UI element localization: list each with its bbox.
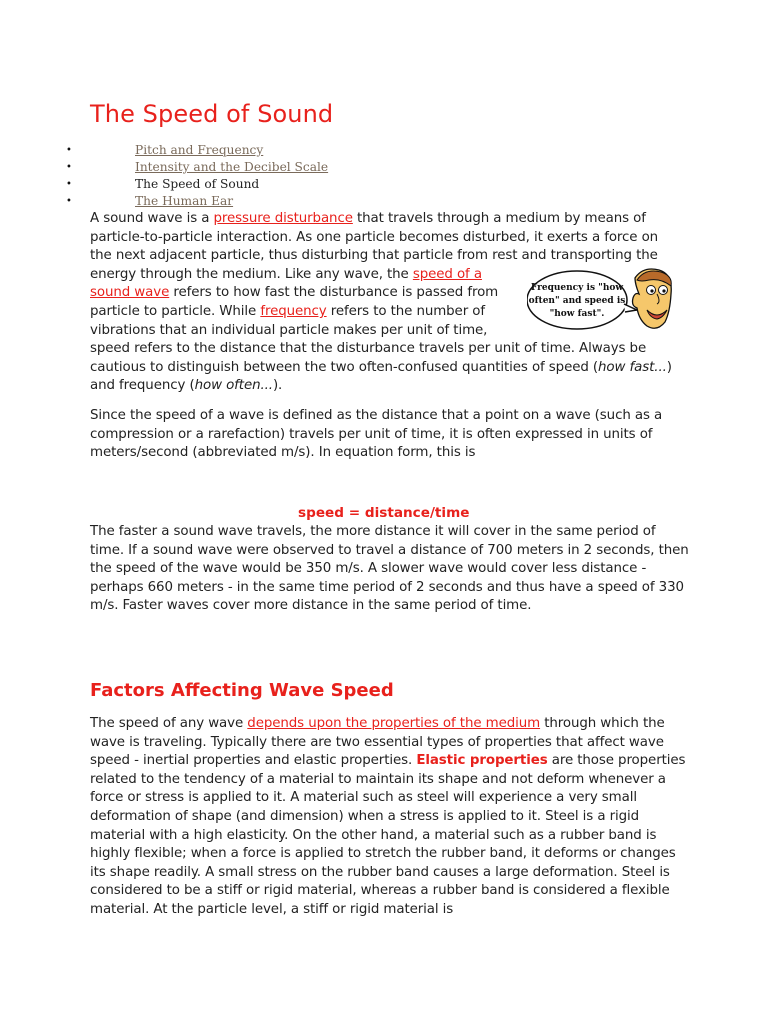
speed-formula: speed = distance/time [298, 505, 470, 521]
bullet-icon: • [66, 196, 72, 207]
bullet-icon: • [66, 145, 72, 156]
bubble-line-1: Frequency is "how [530, 283, 624, 293]
factors-paragraph: The speed of any wave depends upon the properties of the medium through which the wave is traveling. Typically there are two essential types of properties that affect wave speed - inertial properties and elastic properties. Elastic properties are those properties related to the tendency of a material to maintain its shape and not deform whenever a force or stress is applied to it. A material such as steel will experience a very small deformation of shape (and dimension) when a stress is applied to it. Steel is a rigid material with a high elasticity. On the other hand, a material such as a rubber band is highly flexible; when a force is applied to stretch the rubber band, it deforms or changes its shape readily. A small stress on the rubber band causes a large deformation. Steel is considered to be a stiff or rigid material, whereas a rubber band is considered a flexible material. At the particle level, a stiff or rigid material is [90, 716, 686, 917]
cartoon-face-icon [633, 269, 672, 328]
intro-line-6: particle to particle. While frequency refers to the number of [90, 303, 485, 319]
properties-of-medium-link[interactable]: depends upon the properties of the medium [247, 716, 541, 731]
nav-link-pitch-frequency[interactable]: Pitch and Frequency [135, 143, 264, 157]
example-paragraph: The faster a sound wave travels, the more distance it will cover in the same period of time. If a sound wave were observed to travel a distance of 700 meters in 2 seconds, then the speed of the wave would be 350 m/s. A slower wave would cover less distance - perhaps 660 meters - in the same time period of 2 seconds and thus have a speed of 330 m/s. Faster waves cover more distance in the same period of time. [90, 524, 689, 614]
bullet-icon: • [66, 179, 72, 190]
intro-line-4: energy through the medium. Like any wave, the speed of a [90, 266, 482, 282]
intro-line-7: vibrations that an individual particle makes per unit of time, [90, 322, 488, 338]
topic-nav-list [66, 142, 328, 210]
speed-of-wave-link-part1[interactable]: speed of a [412, 266, 482, 282]
cartoon-speech-bubble-illustration [527, 264, 677, 336]
pressure-disturbance-link[interactable]: pressure disturbance [213, 211, 353, 226]
bubble-line-3: "how fast". [549, 309, 605, 319]
page-title: The Speed of Sound [90, 100, 334, 128]
nav-item-speed [66, 176, 328, 193]
intro-line-5: sound wave refers to how fast the disturbance is passed from [90, 285, 499, 301]
bubble-line-2: often" and speed is [528, 296, 626, 306]
intro-line-9: cautious to distinguish between the two often-confused quantities of speed (how fast...) [90, 359, 672, 375]
intro-line-1: A sound wave is a pressure disturbance that travels through a medium by means of [90, 211, 646, 226]
nav-item-ear [66, 193, 328, 210]
units-paragraph: Since the speed of a wave is defined as the distance that a point on a wave (such as a compression or a rarefaction) travels per unit of time, it is often expressed in units of meters/second (abbreviated m/s). In equation form, this is [90, 408, 663, 461]
intro-line-8: speed refers to the distance that the disturbance travels per unit of time. Always be [90, 341, 647, 357]
bullet-icon: • [66, 162, 72, 173]
intro-line-2: particle-to-particle interaction. As one particle becomes disturbed, it exerts a force on [90, 229, 659, 245]
nav-link-human-ear[interactable]: The Human Ear [135, 194, 234, 208]
speech-bubble [527, 271, 637, 329]
nav-link-intensity-decibel[interactable]: Intensity and the Decibel Scale [135, 160, 329, 174]
frequency-link[interactable]: frequency [260, 303, 327, 319]
speed-of-wave-link-part2[interactable]: sound wave [90, 285, 170, 301]
section-heading-factors: Factors Affecting Wave Speed [90, 680, 394, 701]
nav-item-intensity [66, 159, 328, 176]
intro-line-10: and frequency (how often...). [90, 378, 283, 394]
nav-item-pitch [66, 142, 328, 159]
intro-line-3: the next adjacent particle, thus disturbing that particle from rest and transporting the [90, 248, 658, 264]
elastic-properties-term: Elastic properties [416, 753, 548, 769]
nav-current-speed-of-sound: The Speed of Sound [135, 177, 260, 191]
